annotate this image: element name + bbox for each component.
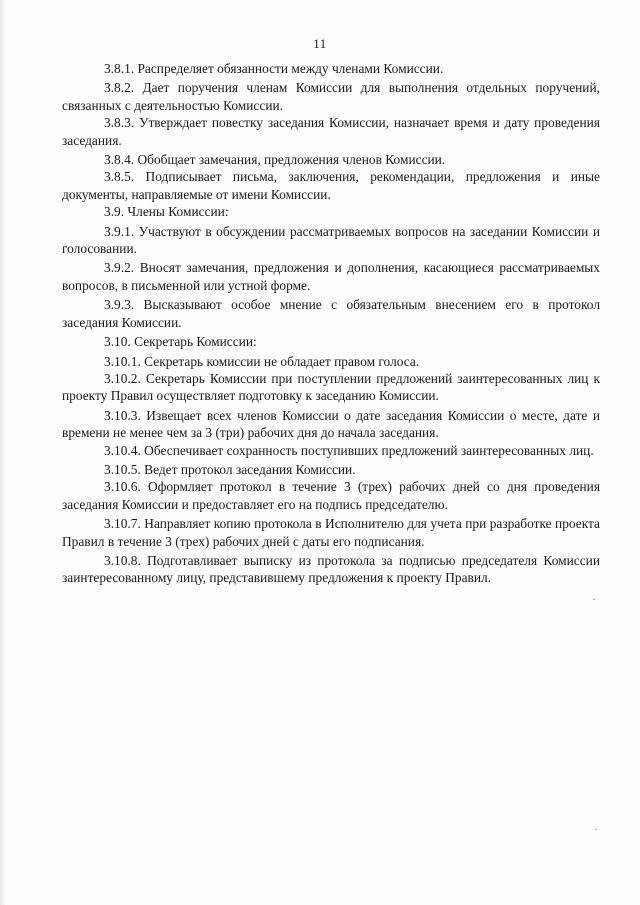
scan-speck: · [594, 822, 598, 836]
paragraph-3-10-7: 3.10.7. Направляет копию протокола в Исполнителю для учета при разработке проекта Правил в течение 3 (трех) рабочих дней с даты его подписания. [62, 516, 600, 549]
paragraph-3-10: 3.10. Секретарь Комиссии: [104, 334, 257, 350]
paragraph-3-10-8: 3.10.8. Подготавливает выписку из протокола за подписью председателя Комиссии заинтересованному лицу, представившему предложения к проекту Правил. [62, 552, 600, 586]
paragraph-3-8-2: 3.8.2. Дает поручения членам Комиссии для выполнения отдельных поручений, связанных с деятельностью Комиссии. [62, 80, 600, 113]
paragraph-3-8-1: 3.8.1. Распределяет обязанности между членами Комиссии. [104, 61, 444, 76]
paragraph-3-10-6: 3.10.6. Оформляет протокол в течение 3 (трех) рабочих дней со дня проведения заседания Комиссии и предоставляет его на подпись председателю. [62, 479, 600, 512]
paragraph-3-8-4: 3.8.4. Обобщает замечания, предложения членов Комиссии. [104, 152, 446, 168]
paragraph-3-10-2: 3.10.2. Секретарь Комиссии при поступлении предложений заинтересованных лиц к проекту Правил осуществляет подготовку к заседанию Комиссии. [62, 370, 600, 404]
paragraph-3-10-3: 3.10.3. Извещает всех членов Комиссии о дате заседания Комиссии о месте, дате и времени не менее чем за 3 (три) рабочих дня до начала заседания. [62, 407, 600, 441]
paragraph-3-8-5: 3.8.5. Подписывает письма, заключения, рекомендации, предложения и иные документы, направляемые от имени Комиссии. [62, 169, 600, 202]
paragraph-3-10-1: 3.10.1. Секретарь комиссии не обладает правом голоса. [104, 353, 420, 369]
paragraph-3-9-3: 3.9.3. Высказывают особое мнение с обязательным внесением его в протокол заседания Комиссии. [62, 297, 600, 330]
paragraph-3-9-2: 3.9.2. Вносят замечания, предложения и дополнения, касающиеся рассматриваемых вопросов, в письменной или устной форме. [62, 260, 600, 293]
paragraph-3-8-3: 3.8.3. Утверждает повестку заседания Комиссии, назначает время и дату проведения заседания. [62, 115, 600, 148]
paragraph-3-10-4: 3.10.4. Обеспечивает сохранность поступивших предложений заинтересованных лиц. [104, 442, 594, 458]
paragraph-3-10-5: 3.10.5. Ведет протокол заседания Комиссии. [104, 461, 356, 477]
scan-edge [0, 0, 6, 905]
paragraph-3-9: 3.9. Члены Комиссии: [104, 204, 229, 220]
page-number: 11 [313, 36, 327, 51]
scan-speck: · [592, 592, 596, 606]
document-body [62, 60, 600, 587]
paragraph-3-9-1: 3.9.1. Участвуют в обсуждении рассматриваемых вопросов на заседании Комиссии и голосовании. [62, 223, 600, 257]
